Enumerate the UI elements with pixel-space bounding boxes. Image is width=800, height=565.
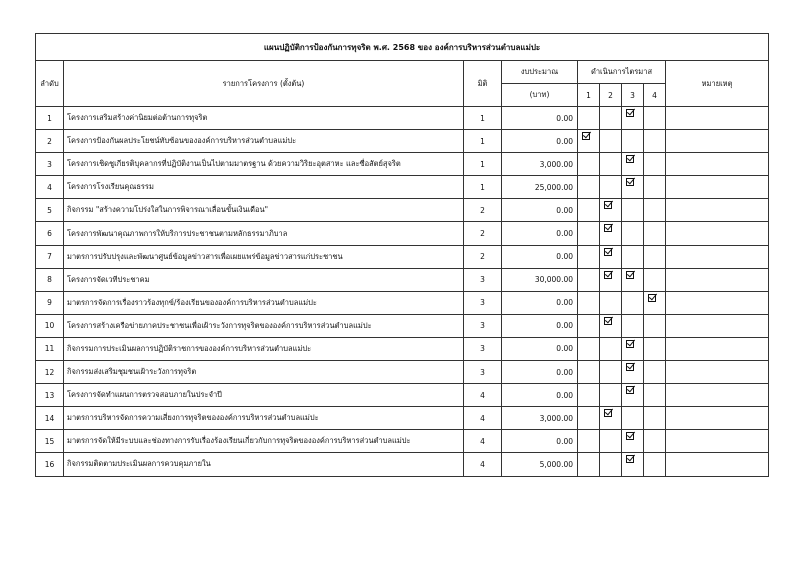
checkmark-icon	[604, 409, 612, 417]
checkmark-icon	[626, 178, 634, 186]
quarter-3-cell	[622, 199, 644, 222]
table-row	[36, 314, 769, 337]
quarter-4-cell	[644, 130, 666, 153]
table-row	[36, 407, 769, 430]
remarks-cell	[666, 430, 769, 453]
quarter-4-cell	[644, 361, 666, 384]
remarks-cell	[666, 153, 769, 176]
quarter-3-cell	[622, 222, 644, 245]
table-row	[36, 176, 769, 199]
quarter-3-cell	[622, 268, 644, 291]
header-quarter-1: 1	[578, 84, 600, 107]
quarter-3-cell	[622, 130, 644, 153]
project-name: มาตรการบริหารจัดการความเสี่ยงการทุจริตขององค์การบริหารส่วนตำบลแม่ปะ	[64, 407, 464, 430]
quarter-2-cell	[600, 453, 622, 476]
remarks-cell	[666, 199, 769, 222]
quarter-2-cell	[600, 430, 622, 453]
budget-value: 0.00	[502, 314, 578, 337]
header-quarter-3: 3	[622, 84, 644, 107]
quarter-2-cell	[600, 268, 622, 291]
quarter-3-cell	[622, 291, 644, 314]
budget-value: 0.00	[502, 245, 578, 268]
dimension-value: 3	[464, 337, 502, 360]
budget-value: 0.00	[502, 222, 578, 245]
dimension-value: 2	[464, 199, 502, 222]
row-number: 5	[36, 199, 64, 222]
quarter-1-cell	[578, 176, 600, 199]
quarter-4-cell	[644, 314, 666, 337]
checkmark-icon	[604, 248, 612, 256]
quarter-3-cell	[622, 153, 644, 176]
header-quarter-4: 4	[644, 84, 666, 107]
dimension-value: 4	[464, 453, 502, 476]
quarter-4-cell	[644, 153, 666, 176]
dimension-value: 2	[464, 245, 502, 268]
quarter-3-cell	[622, 176, 644, 199]
remarks-cell	[666, 337, 769, 360]
table-body	[36, 107, 769, 477]
header-dimension: มิติ	[464, 61, 502, 107]
budget-value: 0.00	[502, 430, 578, 453]
quarter-3-cell	[622, 361, 644, 384]
anti-corruption-plan-table	[35, 33, 769, 477]
project-name: มาตรการปรับปรุงและพัฒนาศูนย์ข้อมูลข่าวสารเพื่อเผยแพร่ข้อมูลข่าวสารแก่ประชาชน	[64, 245, 464, 268]
quarter-2-cell	[600, 245, 622, 268]
budget-value: 30,000.00	[502, 268, 578, 291]
quarter-1-cell	[578, 153, 600, 176]
budget-value: 0.00	[502, 107, 578, 130]
header-budget-unit: (บาท)	[502, 84, 578, 107]
table-title: แผนปฏิบัติการป้องกันการทุจริต พ.ศ. 2568 ของ องค์การบริหารส่วนตำบลแม่ปะ	[36, 34, 769, 61]
budget-value: 0.00	[502, 199, 578, 222]
row-number: 8	[36, 268, 64, 291]
dimension-value: 3	[464, 361, 502, 384]
quarter-3-cell	[622, 245, 644, 268]
header-progress: ดำเนินการไตรมาส	[578, 61, 666, 84]
quarter-2-cell	[600, 337, 622, 360]
remarks-cell	[666, 291, 769, 314]
checkmark-icon	[604, 201, 612, 209]
quarter-4-cell	[644, 430, 666, 453]
remarks-cell	[666, 176, 769, 199]
budget-value: 0.00	[502, 337, 578, 360]
project-name: มาตรการจัดให้มีระบบและช่องทางการรับเรื่องร้องเรียนเกี่ยวกับการทุจริตขององค์การบริหารส่วนตำบลแม่ปะ	[64, 430, 464, 453]
project-name: โครงการป้องกันผลประโยชน์ทับซ้อนขององค์การบริหารส่วนตำบลแม่ปะ	[64, 130, 464, 153]
project-name: โครงการจัดทำแผนการตรวจสอบภายในประจำปี	[64, 384, 464, 407]
checkmark-icon	[604, 317, 612, 325]
quarter-1-cell	[578, 453, 600, 476]
quarter-1-cell	[578, 199, 600, 222]
budget-value: 0.00	[502, 361, 578, 384]
header-project: รายการโครงการ (ตั้งต้น)	[64, 61, 464, 107]
project-name: กิจกรรมส่งเสริมชุมชนเฝ้าระวังการทุจริต	[64, 361, 464, 384]
row-number: 13	[36, 384, 64, 407]
remarks-cell	[666, 384, 769, 407]
row-number: 16	[36, 453, 64, 476]
quarter-4-cell	[644, 384, 666, 407]
row-number: 1	[36, 107, 64, 130]
table-row	[36, 245, 769, 268]
checkmark-icon	[626, 363, 634, 371]
checkmark-icon	[626, 155, 634, 163]
table-row	[36, 268, 769, 291]
quarter-4-cell	[644, 176, 666, 199]
remarks-cell	[666, 107, 769, 130]
table-row	[36, 291, 769, 314]
table-row	[36, 199, 769, 222]
quarter-3-cell	[622, 453, 644, 476]
remarks-cell	[666, 268, 769, 291]
table-row	[36, 222, 769, 245]
quarter-4-cell	[644, 199, 666, 222]
row-number: 7	[36, 245, 64, 268]
dimension-value: 1	[464, 107, 502, 130]
quarter-2-cell	[600, 130, 622, 153]
quarter-3-cell	[622, 337, 644, 360]
dimension-value: 4	[464, 430, 502, 453]
header-order: ลำดับ	[36, 61, 64, 107]
checkmark-icon	[604, 271, 612, 279]
quarter-2-cell	[600, 314, 622, 337]
checkmark-icon	[626, 340, 634, 348]
dimension-value: 1	[464, 130, 502, 153]
row-number: 2	[36, 130, 64, 153]
quarter-2-cell	[600, 199, 622, 222]
quarter-3-cell	[622, 107, 644, 130]
budget-value: 5,000.00	[502, 453, 578, 476]
quarter-2-cell	[600, 153, 622, 176]
remarks-cell	[666, 130, 769, 153]
quarter-2-cell	[600, 222, 622, 245]
quarter-4-cell	[644, 268, 666, 291]
quarter-1-cell	[578, 107, 600, 130]
checkmark-icon	[604, 224, 612, 232]
quarter-2-cell	[600, 407, 622, 430]
project-name: มาตรการจัดการเรื่องราวร้องทุกข์/ร้องเรียนขององค์การบริหารส่วนตำบลแม่ปะ	[64, 291, 464, 314]
header-remarks: หมายเหตุ	[666, 61, 769, 107]
table-row	[36, 430, 769, 453]
quarter-4-cell	[644, 291, 666, 314]
row-number: 15	[36, 430, 64, 453]
quarter-3-cell	[622, 407, 644, 430]
quarter-3-cell	[622, 384, 644, 407]
project-name: โครงการจัดเวทีประชาคม	[64, 268, 464, 291]
budget-value: 3,000.00	[502, 407, 578, 430]
project-name: โครงการพัฒนาคุณภาพการให้บริการประชาชนตามหลักธรรมาภิบาล	[64, 222, 464, 245]
dimension-value: 2	[464, 222, 502, 245]
remarks-cell	[666, 361, 769, 384]
table-row	[36, 384, 769, 407]
project-name: กิจกรรม "สร้างความโปร่งใสในการพิจารณาเลื่อนขั้นเงินเดือน"	[64, 199, 464, 222]
dimension-value: 3	[464, 268, 502, 291]
budget-value: 0.00	[502, 384, 578, 407]
quarter-2-cell	[600, 107, 622, 130]
project-name: กิจกรรมติดตามประเมินผลการควบคุมภายใน	[64, 453, 464, 476]
row-number: 12	[36, 361, 64, 384]
remarks-cell	[666, 453, 769, 476]
budget-value: 25,000.00	[502, 176, 578, 199]
dimension-value: 4	[464, 407, 502, 430]
quarter-3-cell	[622, 430, 644, 453]
budget-value: 3,000.00	[502, 153, 578, 176]
checkmark-icon	[626, 271, 634, 279]
quarter-1-cell	[578, 222, 600, 245]
header-budget: งบประมาณ	[502, 61, 578, 84]
quarter-2-cell	[600, 291, 622, 314]
remarks-cell	[666, 314, 769, 337]
dimension-value: 3	[464, 291, 502, 314]
checkmark-icon	[626, 455, 634, 463]
budget-value: 0.00	[502, 291, 578, 314]
checkmark-icon	[626, 386, 634, 394]
quarter-2-cell	[600, 361, 622, 384]
table-row	[36, 337, 769, 360]
quarter-1-cell	[578, 268, 600, 291]
budget-value: 0.00	[502, 130, 578, 153]
quarter-1-cell	[578, 130, 600, 153]
quarter-1-cell	[578, 337, 600, 360]
checkmark-icon	[626, 432, 634, 440]
remarks-cell	[666, 222, 769, 245]
row-number: 9	[36, 291, 64, 314]
remarks-cell	[666, 407, 769, 430]
row-number: 14	[36, 407, 64, 430]
header-quarter-2: 2	[600, 84, 622, 107]
dimension-value: 1	[464, 153, 502, 176]
checkmark-icon	[582, 132, 590, 140]
quarter-3-cell	[622, 314, 644, 337]
row-number: 3	[36, 153, 64, 176]
row-number: 11	[36, 337, 64, 360]
project-name: กิจกรรมการประเมินผลการปฏิบัติราชการขององค์การบริหารส่วนตำบลแม่ปะ	[64, 337, 464, 360]
quarter-1-cell	[578, 314, 600, 337]
quarter-1-cell	[578, 361, 600, 384]
quarter-1-cell	[578, 407, 600, 430]
row-number: 6	[36, 222, 64, 245]
quarter-4-cell	[644, 453, 666, 476]
table-row	[36, 153, 769, 176]
remarks-cell	[666, 245, 769, 268]
table-row	[36, 453, 769, 476]
row-number: 4	[36, 176, 64, 199]
dimension-value: 4	[464, 384, 502, 407]
project-name: โครงการเสริมสร้างค่านิยมต่อต้านการทุจริต	[64, 107, 464, 130]
table-row	[36, 130, 769, 153]
checkmark-icon	[626, 109, 634, 117]
quarter-1-cell	[578, 245, 600, 268]
quarter-1-cell	[578, 430, 600, 453]
project-name: โครงการโรงเรียนคุณธรรม	[64, 176, 464, 199]
checkmark-icon	[648, 294, 656, 302]
quarter-4-cell	[644, 407, 666, 430]
table-row	[36, 361, 769, 384]
row-number: 10	[36, 314, 64, 337]
quarter-4-cell	[644, 245, 666, 268]
quarter-1-cell	[578, 384, 600, 407]
project-name: โครงการสร้างเครือข่ายภาคประชาชนเพื่อเฝ้าระวังการทุจริตขององค์การบริหารส่วนตำบลแม่ปะ	[64, 314, 464, 337]
quarter-2-cell	[600, 384, 622, 407]
quarter-4-cell	[644, 222, 666, 245]
quarter-4-cell	[644, 337, 666, 360]
project-name: โครงการเชิดชูเกียรติบุคลากรที่ปฏิบัติงานเป็นไปตามมาตรฐาน ด้วยความวิริยะอุตสาหะ และซื่อสัตย์สุจริต	[64, 153, 464, 176]
dimension-value: 1	[464, 176, 502, 199]
quarter-1-cell	[578, 291, 600, 314]
table-row	[36, 107, 769, 130]
dimension-value: 3	[464, 314, 502, 337]
quarter-2-cell	[600, 176, 622, 199]
quarter-4-cell	[644, 107, 666, 130]
